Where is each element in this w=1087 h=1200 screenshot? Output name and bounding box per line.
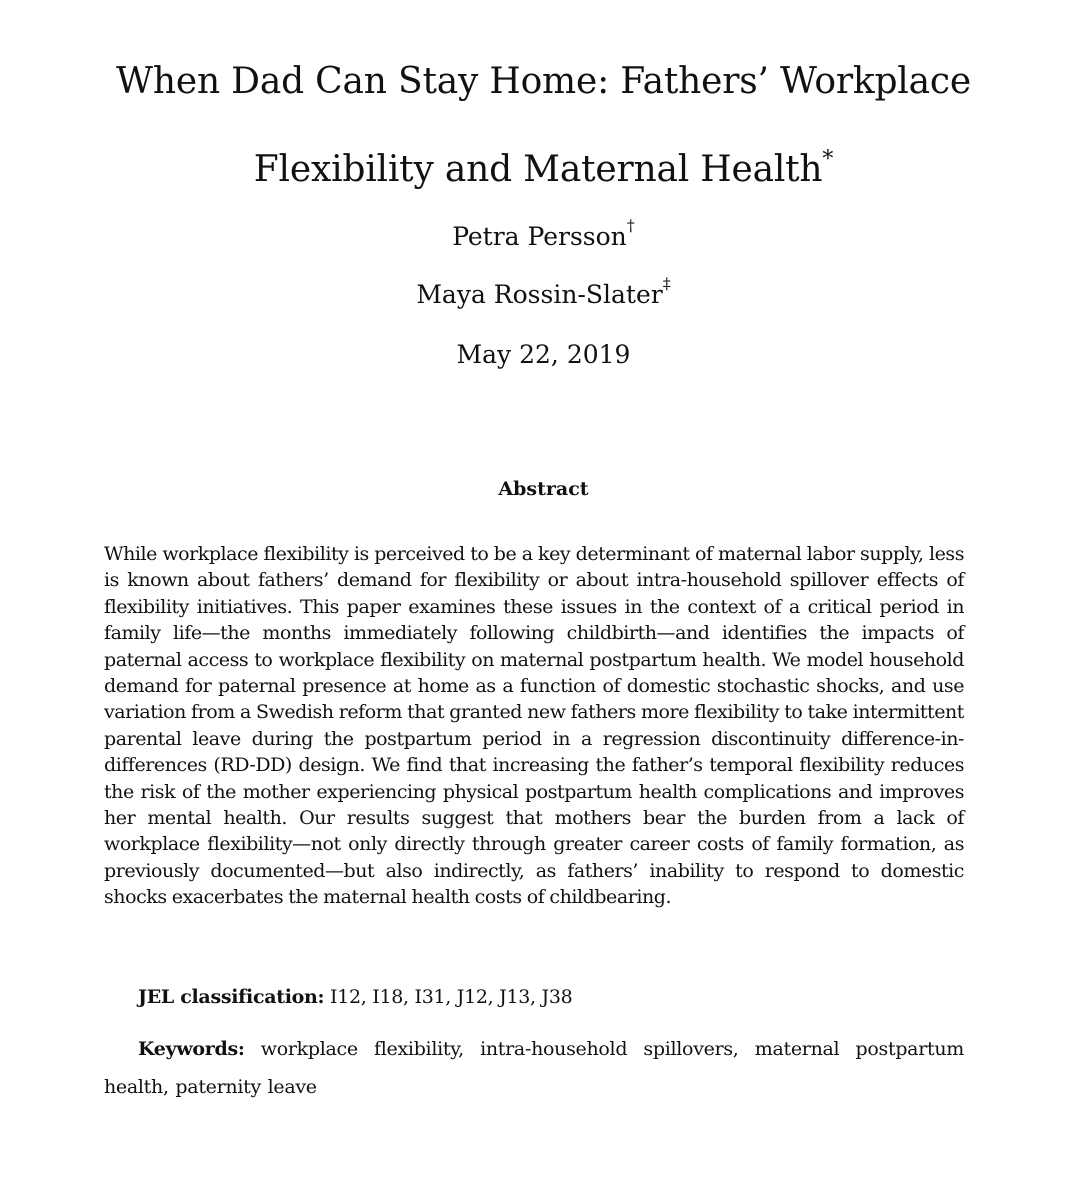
jel-label: JEL classification: [138, 986, 325, 1008]
author-2 [0, 274, 1087, 309]
keywords [104, 1030, 964, 1106]
keywords-list: workplace flexibility, intra-household spillovers, maternal postpartum health, paternity leave [104, 1038, 964, 1098]
author-1 [0, 216, 1087, 251]
author-2-footnote-marker: ‡ [662, 274, 671, 293]
author-2-name: Maya Rossin-Slater [416, 280, 663, 309]
jel-codes: I12, I18, I31, J12, J13, J38 [329, 986, 573, 1008]
title-line-2: Flexibility and Maternal Health [253, 149, 823, 190]
jel-classification [104, 986, 964, 1008]
author-1-footnote-marker: † [626, 216, 635, 235]
title-line-1: When Dad Can Stay Home: Fathers’ Workplace [116, 61, 971, 102]
author-1-name: Petra Persson [452, 222, 627, 251]
paper-date: May 22, 2019 [456, 340, 631, 369]
paper-title [60, 38, 1027, 214]
keywords-label: Keywords: [138, 1038, 245, 1060]
abstract-text: While workplace flexibility is perceived to be a key determinant of maternal labor supply, less is known about fathers’ demand for flexibility or about intra-household spillover effects of flexibility initiatives. This paper examines these issues in the context of a critical period in family life—the months immediately following childbirth—and identifies the impacts of paternal access to workplace flexibility on maternal postpartum health. We model household demand for paternal presence at home as a function of domestic stochastic shocks, and use variation from a Swedish reform that granted new fathers more flexibility to take intermittent parental leave during the postpartum period in a regression discontinuity difference-in-differences (RD-DD) design. We find that increasing the father’s temporal flexibility reduces the risk of the mother experiencing physical postpartum health complications and improves her mental health. Our results suggest that mothers bear the burden from a lack of workplace flexibility—not only directly through greater career costs of family formation, as previously documented—but also indirectly, as fathers’ inability to respond to domestic shocks exacerbates the maternal health costs of childbearing. [104, 543, 964, 909]
title-footnote-marker: * [822, 147, 834, 172]
abstract-heading: Abstract [498, 478, 589, 500]
